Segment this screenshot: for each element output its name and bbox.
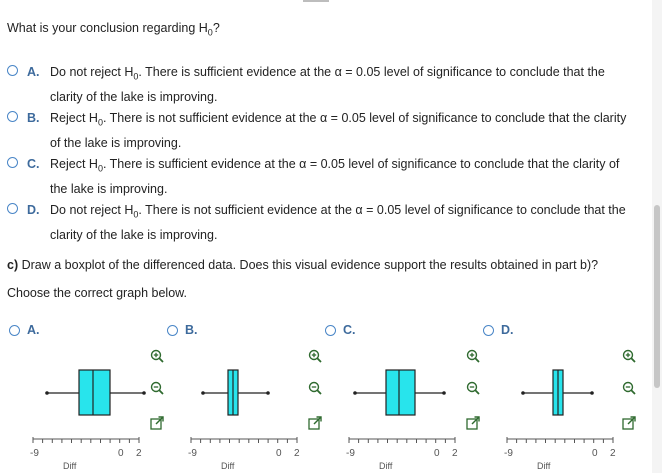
expand-icon[interactable]: [150, 416, 164, 430]
radio-d[interactable]: [7, 203, 18, 214]
max-point: [142, 391, 146, 395]
min-point: [201, 391, 205, 395]
min-point: [521, 391, 525, 395]
graph-letter: A.: [27, 323, 40, 337]
zoom-out-icon[interactable]: [466, 381, 480, 395]
option-text: Do not reject $H_0$. There is sufficient evidence at the α = 0.05 level of significance to conclude that the clarity of the lake is improving.: [50, 65, 605, 104]
radio-c[interactable]: [7, 157, 18, 168]
boxplot-c: [323, 322, 478, 473]
axis-max-label: 2: [294, 448, 300, 459]
axis-min-label: -9: [504, 448, 513, 459]
axis-title: Diff: [379, 461, 393, 471]
zoom-in-icon[interactable]: [622, 349, 636, 363]
top-scroll-indicator: [303, 0, 329, 2]
zoom-in-icon[interactable]: [466, 349, 480, 363]
axis-max-label: 2: [452, 448, 458, 459]
option-letter: B.: [27, 111, 40, 125]
zoom-out-icon[interactable]: [150, 381, 164, 395]
max-point: [442, 391, 446, 395]
boxplot-d: [481, 322, 636, 473]
max-point: [590, 391, 594, 395]
expand-icon[interactable]: [622, 416, 636, 430]
zoom-out-icon[interactable]: [622, 381, 636, 395]
question-text: What is your conclusion regarding $H_0$?: [7, 21, 220, 38]
axis-max-label: 2: [136, 448, 142, 459]
axis-title: Diff: [537, 461, 551, 471]
option-letter: C.: [27, 157, 40, 171]
axis-mid-label: 0: [592, 448, 598, 459]
min-point: [45, 391, 49, 395]
option-letter: D.: [27, 203, 40, 217]
min-point: [353, 391, 357, 395]
scrollbar-thumb[interactable]: [654, 205, 660, 388]
axis-mid-label: 0: [434, 448, 440, 459]
axis-max-label: 2: [610, 448, 616, 459]
axis-min-label: -9: [188, 448, 197, 459]
graph-option-b[interactable]: [165, 322, 320, 473]
expand-icon[interactable]: [308, 416, 322, 430]
graph-option-c[interactable]: [323, 322, 478, 473]
axis-mid-label: 0: [118, 448, 124, 459]
graph-option-d[interactable]: [481, 322, 636, 473]
zoom-out-icon[interactable]: [308, 381, 322, 395]
radio-b[interactable]: [7, 111, 18, 122]
boxplot-b: [165, 322, 320, 473]
max-point: [266, 391, 270, 395]
option-text: Reject $H_0$. There is not sufficient evidence at the α = 0.05 level of significance to conclude that the clarity of the lake is improving.: [50, 111, 627, 150]
expand-icon[interactable]: [466, 416, 480, 430]
option-text: Do not reject $H_0$. There is not sufficient evidence at the α = 0.05 level of significance to conclude that the clarity of the lake is improving.: [50, 203, 626, 242]
graph-letter: B.: [185, 323, 198, 337]
axis-mid-label: 0: [276, 448, 282, 459]
graph-letter: C.: [343, 323, 356, 337]
axis-title: Diff: [63, 461, 77, 471]
axis-title: Diff: [221, 461, 235, 471]
boxplot-a: [7, 322, 162, 473]
box: [79, 370, 110, 415]
zoom-in-icon[interactable]: [308, 349, 322, 363]
axis-min-label: -9: [346, 448, 355, 459]
graph-letter: D.: [501, 323, 514, 337]
part-c-question: c) Draw a boxplot of the differenced data. Does this visual evidence support the results obtained in part b)?: [7, 258, 599, 272]
radio-a[interactable]: [7, 65, 18, 76]
option-text: Reject $H_0$. There is sufficient evidence at the α = 0.05 level of significance to conclude that the clarity of the lake is improving.: [50, 157, 620, 196]
zoom-in-icon[interactable]: [150, 349, 164, 363]
axis-min-label: -9: [30, 448, 39, 459]
box: [386, 370, 415, 415]
option-letter: A.: [27, 65, 40, 79]
choose-instruction: Choose the correct graph below.: [7, 286, 187, 300]
graph-option-a[interactable]: [7, 322, 162, 473]
